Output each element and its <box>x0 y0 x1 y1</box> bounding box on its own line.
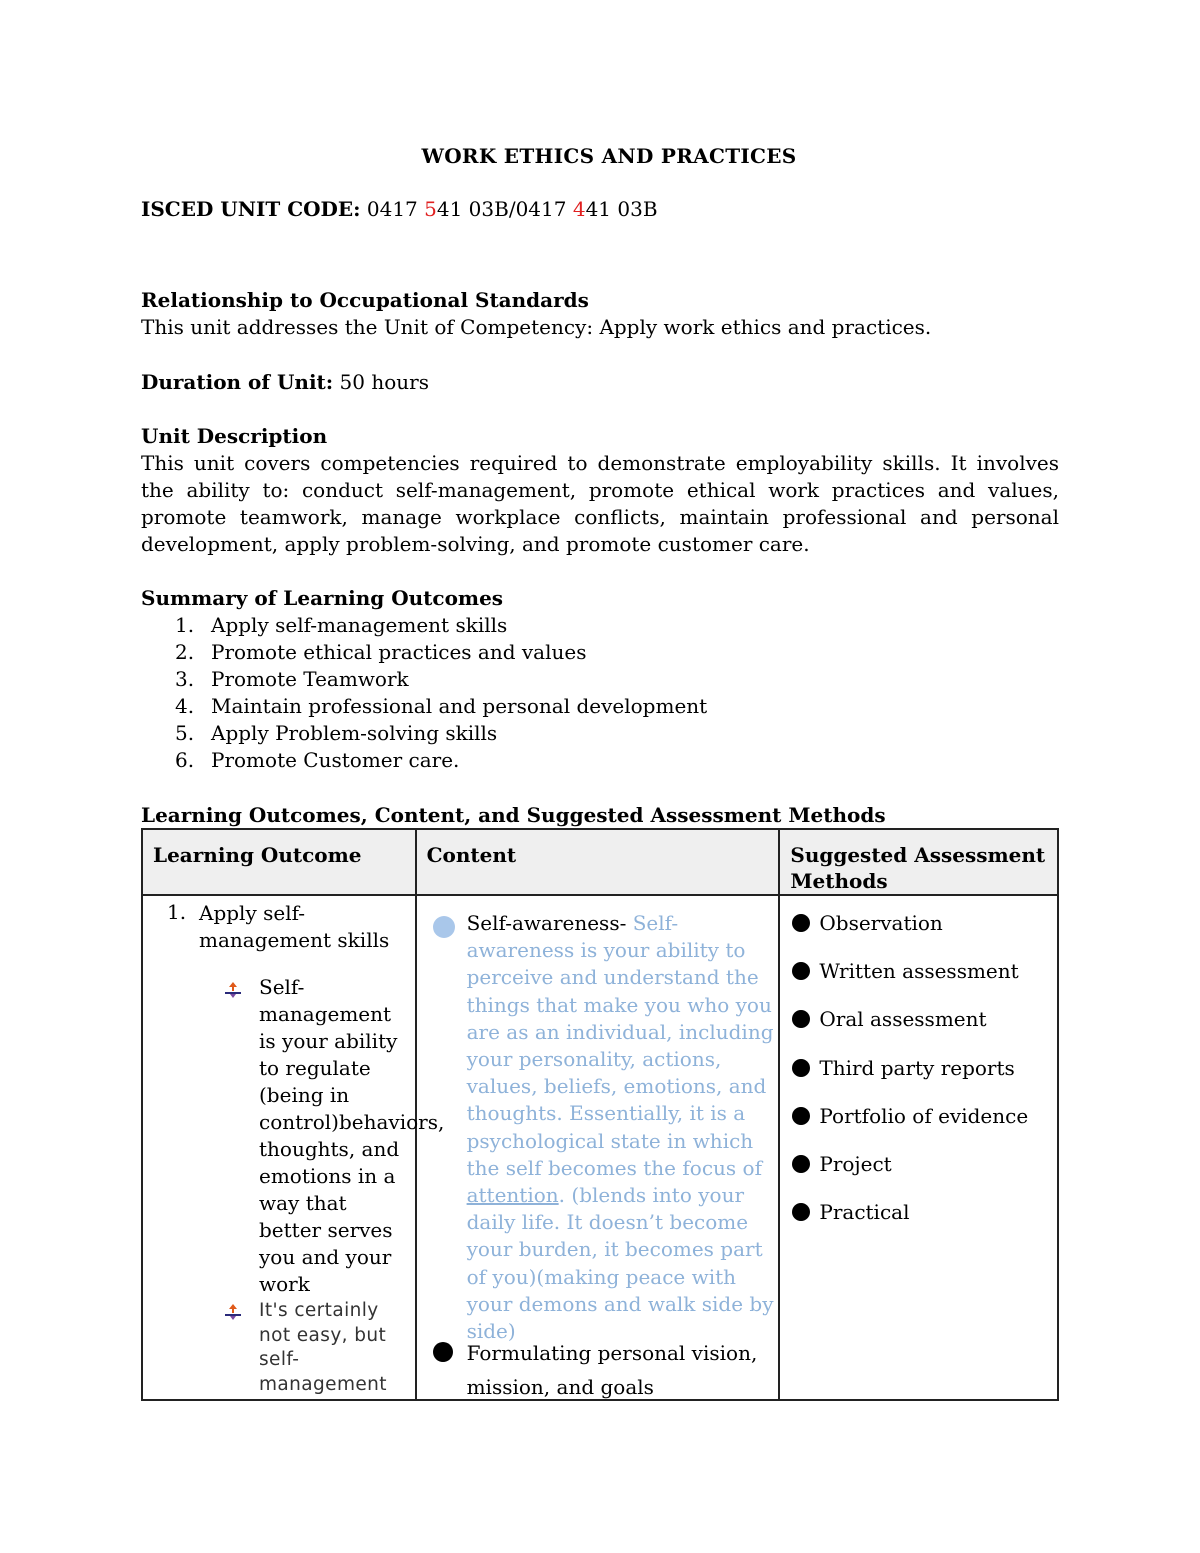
list-item <box>175 666 1059 693</box>
outcome-title: Apply self-management skills <box>199 901 390 952</box>
assessment-label: Third party reports <box>819 1056 1015 1080</box>
relationship-heading: Relationship to Occupational Standards <box>141 288 589 312</box>
bullet-dot-icon <box>792 914 810 932</box>
list-item <box>175 612 1059 639</box>
outcome-number: 1. <box>167 900 187 924</box>
assessment-item <box>792 1199 1052 1226</box>
assessment-item <box>792 1151 1052 1178</box>
content-cell <box>416 895 780 1400</box>
list-number: 5. <box>175 721 195 745</box>
assessment-label: Written assessment <box>819 959 1019 983</box>
outcomes-table <box>141 828 1059 1401</box>
column-header-label: Suggested Assessment Methods <box>790 843 1046 893</box>
unit-code-red-digit-2: 4 <box>572 197 586 221</box>
duration-line <box>141 369 1059 396</box>
list-text: Promote ethical practices and values <box>211 640 587 664</box>
list-text: Maintain professional and personal development <box>211 694 708 718</box>
arrow-bullet-icon <box>223 980 243 1000</box>
column-header-outcome <box>142 829 416 895</box>
column-header-assessment <box>779 829 1058 895</box>
assessment-item <box>792 1006 1052 1033</box>
unit-code-label: ISCED UNIT CODE: <box>141 197 361 221</box>
bullet-dot-icon <box>792 1203 810 1221</box>
assessment-label: Portfolio of evidence <box>819 1104 1029 1128</box>
list-item <box>175 693 1059 720</box>
list-item <box>175 720 1059 747</box>
unit-code-red-digit-1: 5 <box>424 197 437 221</box>
summary-heading: Summary of Learning Outcomes <box>141 586 504 610</box>
attention-link[interactable]: attention <box>466 1183 559 1208</box>
bullet-dot-icon <box>792 1107 810 1125</box>
assessment-label: Oral assessment <box>819 1007 987 1031</box>
bullet-dot-icon <box>792 962 810 980</box>
list-text: Promote Customer care. <box>211 748 460 772</box>
table-header-row <box>142 829 1058 895</box>
list-text: Apply self-management skills <box>211 613 508 637</box>
list-number: 6. <box>175 748 195 772</box>
column-header-content <box>416 829 780 895</box>
bullet-dot-icon <box>792 1010 810 1028</box>
list-number: 4. <box>175 694 195 718</box>
bullet-circle-icon <box>433 1342 453 1362</box>
bullet-dot-icon <box>792 1059 810 1077</box>
description-heading: Unit Description <box>141 424 328 448</box>
content-term: Self-awareness- <box>466 911 627 935</box>
content-item-1 <box>467 910 777 1345</box>
assessment-label: Practical <box>819 1200 910 1224</box>
outcome-sub-item-2: It's certainly not easy, but self-management <box>259 1300 387 1395</box>
content-item-2: Formulating personal vision, mission, and goals <box>466 1341 758 1399</box>
duration-label: Duration of Unit: <box>141 370 334 394</box>
bullet-circle-icon <box>433 916 455 938</box>
list-number: 3. <box>175 667 195 691</box>
summary-list <box>141 612 1059 774</box>
assessment-label: Observation <box>819 911 943 935</box>
unit-code-part1b: 41 03B/0417 <box>436 197 573 221</box>
column-header-label: Learning Outcome <box>153 843 362 867</box>
assessment-label: Project <box>819 1152 892 1176</box>
duration-value: 50 hours <box>333 370 429 394</box>
table-row <box>142 895 1058 1400</box>
unit-code-part2b: 41 03B <box>585 197 658 221</box>
outcome-cell <box>142 895 445 1400</box>
description-text: This unit covers competencies required to demonstrate employability skills. It involves the ability to: conduct self-management, promote ethical work practices and values, promote teamwork, manage workplace conflicts, maintain professional and personal development, apply problem-solving, and promote customer care. <box>141 451 1059 556</box>
arrow-bullet-icon <box>223 1302 243 1322</box>
assessment-item <box>792 1055 1052 1082</box>
relationship-text: This unit addresses the Unit of Competency: Apply work ethics and practices. <box>141 315 932 339</box>
content-definition-tail: . (blends into your daily life. It doesn’t become your burden, it becomes part of you)(making peace with your demons and walk side by side) <box>466 1183 774 1344</box>
assessment-cell <box>779 895 1058 1400</box>
assessment-item <box>792 910 1052 937</box>
list-item <box>175 639 1059 666</box>
outcome-sub-item-1: Self-management is your ability to regulate (being in control)behaviors, thoughts, and emotions in a way that better serves you and your work <box>259 975 445 1296</box>
unit-code-line <box>141 196 658 223</box>
bullet-dot-icon <box>792 1155 810 1173</box>
document-title: WORK ETHICS AND PRACTICES <box>421 144 797 168</box>
table-heading: Learning Outcomes, Content, and Suggested Assessment Methods <box>141 803 886 827</box>
list-number: 1. <box>175 613 195 637</box>
column-header-label: Content <box>426 843 517 867</box>
list-item <box>175 747 1059 774</box>
content-definition: Self-awareness is your ability to perceive and understand the things that make you who you are as an individual, including your personality, actions, values, beliefs, emotions, and thoughts. Essentially, it is a psychological state in which the self becomes the focus of <box>466 911 774 1180</box>
list-text: Promote Teamwork <box>211 667 409 691</box>
unit-code-part1a: 0417 <box>360 197 425 221</box>
summary-section <box>141 585 1059 774</box>
assessment-item <box>792 958 1052 985</box>
list-text: Apply Problem-solving skills <box>211 721 498 745</box>
list-number: 2. <box>175 640 195 664</box>
relationship-section <box>141 287 1059 341</box>
description-section <box>141 423 1059 558</box>
assessment-item <box>792 1103 1052 1130</box>
